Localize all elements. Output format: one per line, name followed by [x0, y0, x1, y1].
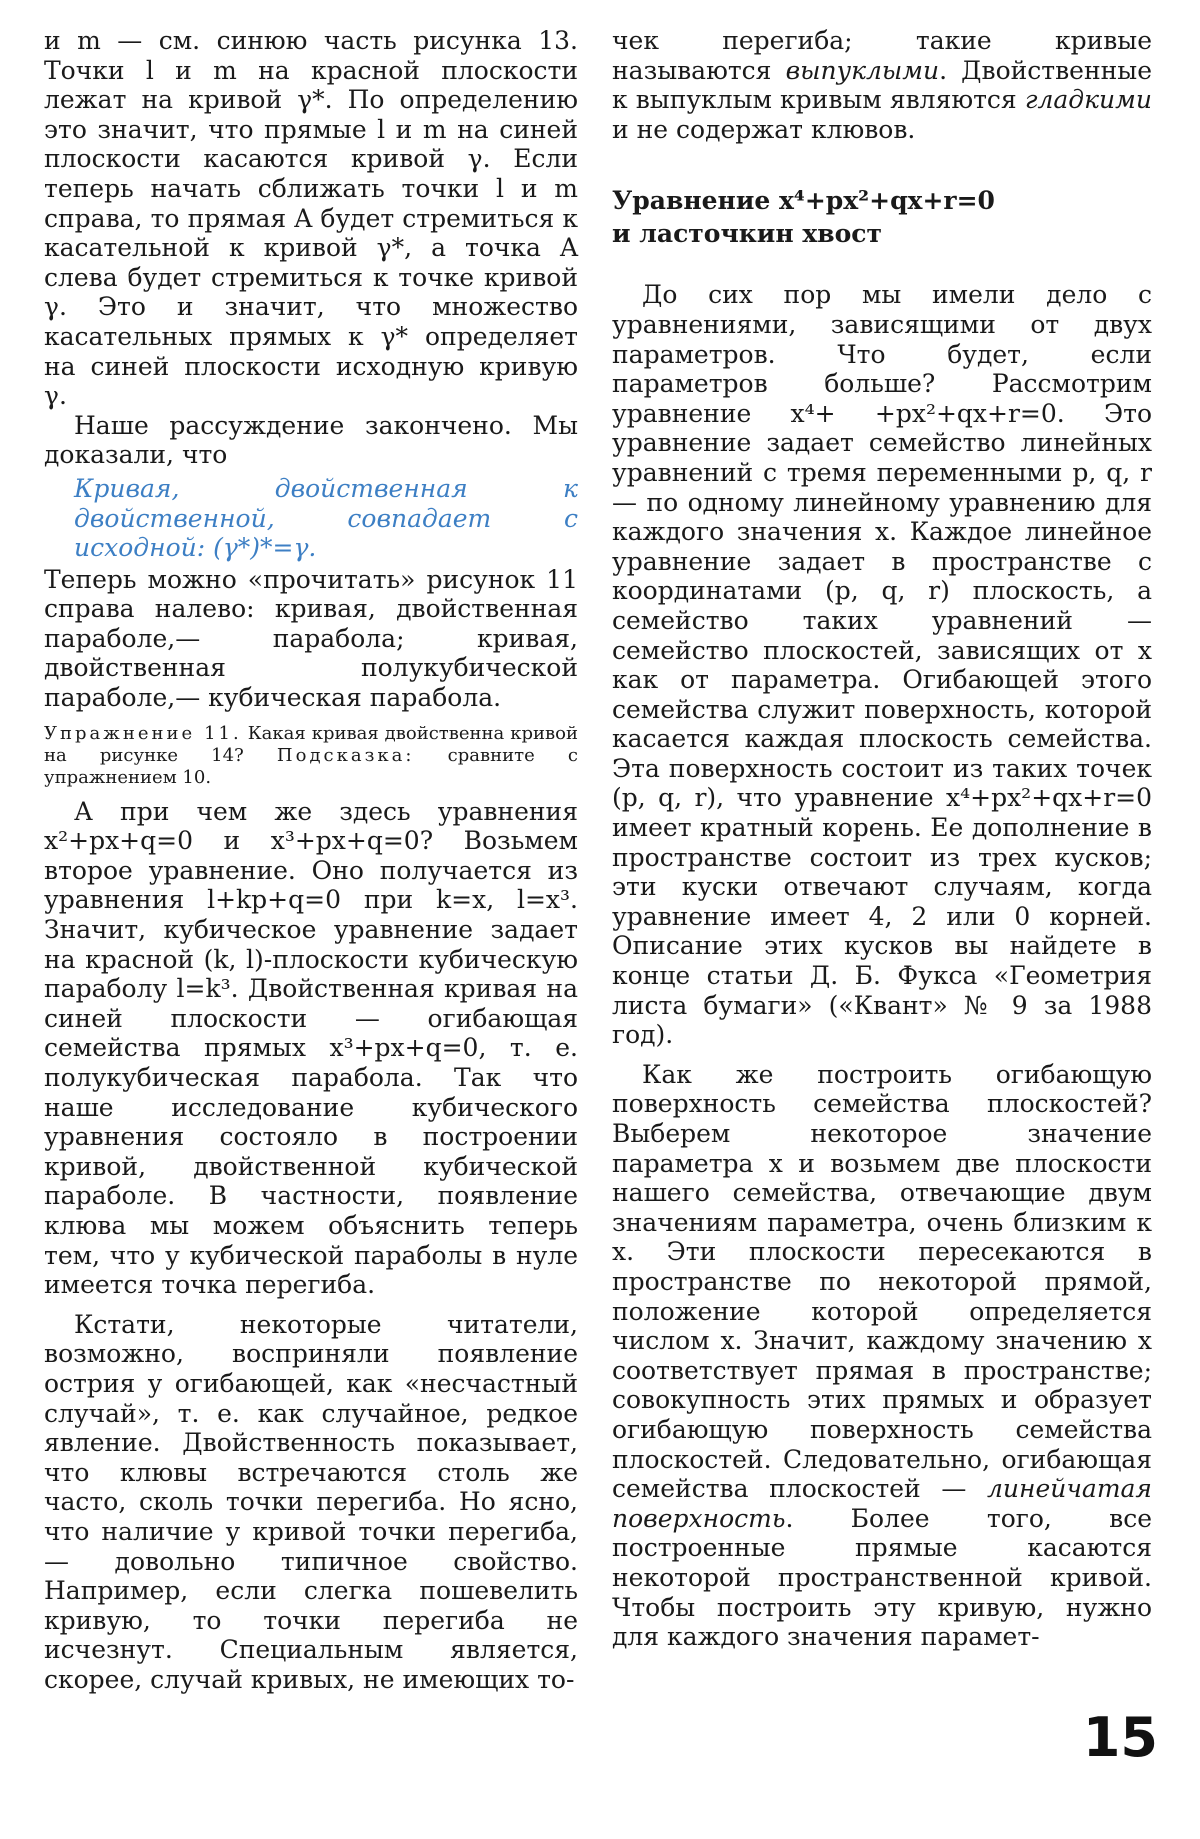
left-paragraph-2: Наше рассуждение закончено. Мы доказали, что — [44, 410, 578, 470]
section-heading-line-1: Уравнение x⁴+px²+qx+r=0 — [612, 186, 995, 216]
term-convex: выпуклыми — [785, 55, 940, 85]
left-paragraph-5: Кстати, некоторые читатели, возможно, восприняли появление острия у огибающей, как «несчастный случай», т. е. как случайное, редкое явление. Двойственность показывает, что клювы встречаются столь же часто, сколь точки перегиба. Но ясно, что наличие у кривой точки перегиба,— довольно типичное свойство. Например, если слегка пошевелить кривую, то точки перегиба не исчезнут. Специальным является, скорее, случай кривых, не имеющих то- — [44, 1309, 578, 1694]
left-column — [44, 26, 578, 1694]
exercise-11 — [44, 723, 578, 789]
theorem-highlight: Кривая, двойственная к двойственной, совпадает с исходной: (γ*)*=γ. — [74, 473, 578, 563]
exercise-label: Упражнение 11. — [44, 722, 242, 744]
page-number: 15 — [1082, 1706, 1158, 1769]
section-heading — [612, 184, 1152, 250]
left-paragraph-4: А при чем же здесь уравнения x²+px+q=0 и x³+px+q=0? Возьмем второе уравнение. Оно получается из уравнения l+kp+q=0 при k=x, l=x³. Значит, кубическое уравнение задает на красной (k, l)-плоскости кубическую параболу l=k³. Двойственная кривая на синей плоскости — огибающая семейства прямых x³+px+q=0, т. е. полукубическая парабола. Так что наше исследование кубического уравнения состояло в построении кривой, двойственной кубической параболе. В частности, появление клюва мы можем объяснить теперь тем, что у кубической параболы в нуле имеется точка перегиба. — [44, 796, 578, 1300]
left-paragraph-1: и m — см. синюю часть рисунка 13. Точки l и m на красной плоскости лежат на кривой γ*. По определению это значит, что прямые l и m на синей плоскости касаются кривой γ. Если теперь начать сближать точки l и m справа, то прямая A будет стремиться к касательной к кривой γ*, а точка A слева будет стремиться к точке кривой γ. Это и значит, что множество касательных прямых к γ* определяет на синей плоскости исходную кривую γ. — [44, 26, 578, 411]
term-ruled-surface: линейчатая поверхность — [612, 1474, 1152, 1533]
hint-text: сравните с упражнением 10. — [44, 744, 578, 788]
right-p1-start: чек перегиба; такие кривые называются — [612, 26, 1152, 85]
right-paragraph-2: До сих пор мы имели дело с уравнениями, зависящими от двух параметров. Что будет, если параметров больше? Рассмотрим уравнение x⁴+ +px²+qx+r=0. Это уравнение задает семейство линейных уравнений с тремя переменными p, q, r — по одному линейному уравнению для каждого значения x. Каждое линейное уравнение задает в пространстве с координатами (p, q, r) плоскость, а семейство таких уравнений — семейство плоскостей, зависящих от x как от параметра. Огибающей этого семейства служит поверхность, которой касается каждая плоскость семейства. Эта поверхность состоит из таких точек (p, q, r), что уравнение x⁴+px²+qx+r=0 имеет кратный корень. Ее дополнение в пространстве состоит из трех кусков; эти куски отвечают случаям, когда уравнение имеет 4, 2 или 0 корней. Описание этих кусков вы найдете в конце статьи Д. Б. Фукса «Геометрия листа бумаги» («Квант» № 9 за 1988 год). — [612, 280, 1152, 1050]
right-p1-end: и не содержат клювов. — [612, 114, 916, 144]
right-column — [612, 26, 1152, 1652]
section-heading-line-2: и ласточкин хвост — [612, 219, 883, 249]
right-p3-end: . Более того, все построенные прямые касаются некоторой пространственной кривой. Чтобы построить эту кривую, нужно для каждого значения парамет- — [612, 1503, 1152, 1652]
right-p3-start: Как же построить огибающую поверхность семейства плоскостей? Выберем некоторое значение параметра x и возьмем две плоскости нашего семейства, отвечающие двум значениям параметра, очень близким к x. Эти плоскости пересекаются в пространстве по некоторой прямой, положение которой определяется числом x. Значит, каждому значению x соответствует прямая в пространстве; совокупность этих прямых и образует огибающую поверхность семейства плоскостей. Следовательно, огибающая семейства плоскостей — — [612, 1059, 1152, 1504]
right-p1-mid: . Двойственные к выпуклым кривым являются — [612, 55, 1152, 115]
right-paragraph-1 — [612, 26, 1152, 144]
right-paragraph-3 — [612, 1060, 1152, 1652]
term-smooth: гладкими — [1024, 85, 1152, 115]
left-paragraph-3: Теперь можно «прочитать» рисунок 11 справа налево: кривая, двойственная параболе,— парабола; кривая, двойственная полукубической параболе,— кубическая парабола. — [44, 564, 578, 713]
exercise-text: Какая кривая двойственна кривой на рисунке 14? — [44, 722, 578, 766]
hint-label: Подсказка: — [276, 744, 415, 766]
